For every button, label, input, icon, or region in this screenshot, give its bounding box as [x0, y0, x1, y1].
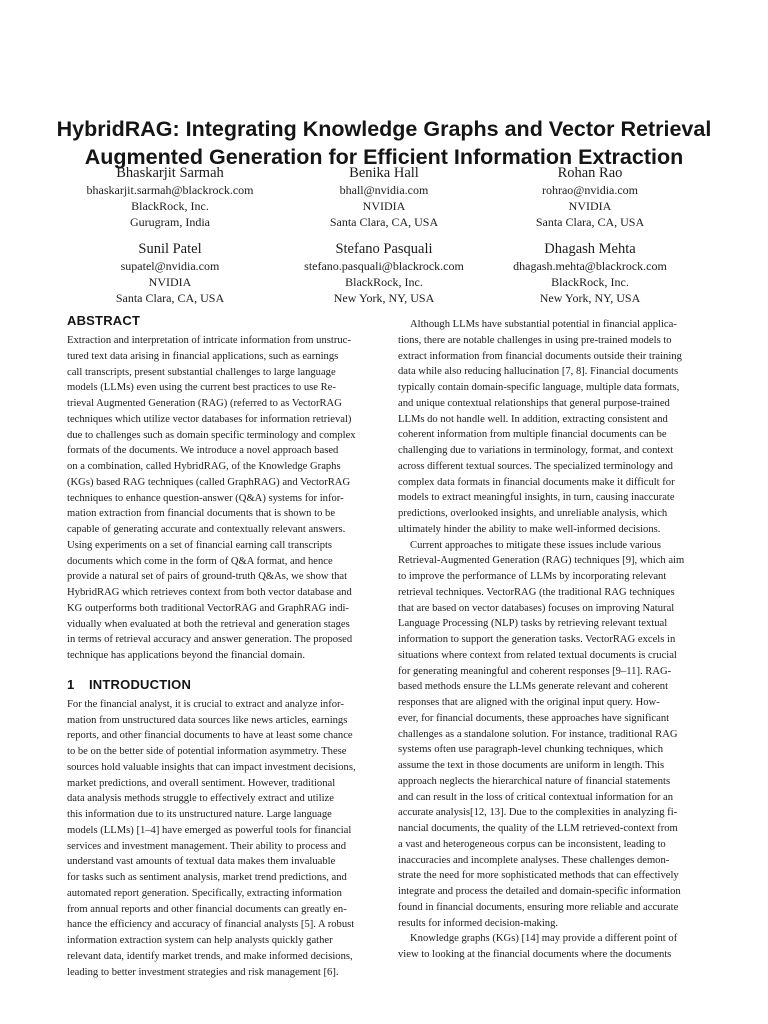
introduction-body	[67, 697, 371, 981]
body-text-line: data analysis methods struggle to effectively extract and utilize	[67, 793, 334, 805]
body-text-line: tions, there are notable challenges in using pre-trained models to	[398, 334, 672, 346]
body-text-line: strate the need for more sophisticated methods that can effectively	[398, 870, 679, 882]
abstract-line: techniques which utilize vector databases for information retrieval)	[67, 413, 352, 425]
abstract-line: capable of generating accurate and contextually relevant answers.	[67, 524, 346, 535]
author-affiliation: NVIDIA	[362, 199, 406, 213]
body-text-line: and unique contextual relationships that general purpose-trained	[398, 397, 670, 409]
body-text-line: market predictions, and overall sentiment. However, traditional	[67, 777, 336, 789]
abstract-line: tured text data arising in financial applications, such as earnings	[67, 350, 339, 362]
author-name: Bhaskarjit Sarmah	[116, 165, 224, 181]
abstract-line: trieval Augmented Generation (RAG) (referred to as VectorRAG	[67, 398, 342, 409]
abstract-line: due to challenges such as domain specific terminology and complex	[67, 429, 356, 441]
author-name: Stefano Pasquali	[335, 241, 433, 257]
author-email: supatel@nvidia.com	[120, 259, 220, 273]
body-text-line: reports, and other financial documents to have at least some chance	[67, 730, 353, 742]
body-text-line: complex data formats in financial documents make it difficult for	[398, 476, 675, 488]
body-text-line: predictions, overlooked insights, and unreliable analysis, which	[398, 508, 668, 519]
body-text-line: hance the efficiency and accuracy of financial analysts [5]. A robust	[67, 919, 355, 931]
body-text-line: retrieval techniques. VectorRAG (the traditional RAG techniques	[398, 586, 675, 598]
author-affiliation: BlackRock, Inc.	[551, 275, 629, 289]
body-text-line: inaccuracies and incomplete analyses. These challenges demon-	[398, 854, 670, 866]
right-column	[398, 312, 702, 963]
author-card	[465, 164, 715, 230]
body-text-line: across different textual sources. The specialized terminology and	[398, 460, 673, 472]
body-text-line: Retrieval-Augmented Generation (RAG) techniques [9], which aim	[398, 555, 685, 567]
body-text-line: to be on the better side of potential information asymmetry. These	[67, 746, 347, 757]
author-location: New York, NY, USA	[333, 291, 435, 305]
author-location: Santa Clara, CA, USA	[329, 215, 439, 229]
abstract-line: Extraction and interpretation of intricate information from unstruc-	[67, 335, 351, 346]
abstract-line: techniques to enhance question-answer (Q&A) systems for infor-	[67, 492, 344, 504]
author-name: Sunil Patel	[138, 241, 202, 257]
section-number: 1	[67, 676, 75, 692]
body-text-line: situations where context from related textual documents is crucial	[398, 649, 677, 661]
author-name: Rohan Rao	[557, 165, 623, 181]
body-text-line: relevant data, identify market trends, and make informed decisions,	[67, 950, 353, 962]
author-name: Benika Hall	[349, 165, 419, 181]
body-text-line: services and investment management. Their ability to process and	[67, 840, 346, 852]
author-location: Gurugram, India	[130, 215, 210, 229]
section-title: INTRODUCTION	[89, 676, 192, 692]
body-text-line: For the financial analyst, it is crucial to extract and analyze infor-	[67, 698, 344, 710]
author-location: Santa Clara, CA, USA	[535, 215, 645, 229]
abstract-line: Using experiments on a set of financial earning call transcripts	[67, 539, 333, 551]
body-text-line: automated report generation. Specifically, extracting information	[67, 887, 342, 899]
abstract-line: formats of the documents. We introduce a novel approach based	[67, 445, 339, 457]
author-email: bhall@nvidia.com	[339, 183, 429, 197]
author-card	[45, 240, 295, 306]
title-line-1: HybridRAG: Integrating Knowledge Graphs and Vector Retrieval	[56, 117, 712, 142]
abstract-line: technique has applications beyond the financial domain.	[67, 650, 305, 661]
body-text-line: and can result in the loss of critical contextual information for an	[398, 791, 674, 803]
body-text-line: integrate and process the detailed and domain-specific information	[398, 886, 681, 897]
body-text-line: approach neglects the hierarchical nature of financial statements	[398, 775, 671, 787]
body-text-line: ever, for financial documents, these approaches have significant	[398, 712, 670, 724]
abstract-heading: ABSTRACT	[67, 313, 141, 328]
body-text-line: challenges as a standalone solution. For instance, traditional RAG	[398, 728, 678, 740]
body-text-line: Knowledge graphs (KGs) [14] may provide a different point of	[410, 933, 678, 945]
author-email: dhagash.mehta@blackrock.com	[513, 259, 667, 273]
body-text-line: Although LLMs have substantial potential in financial applica-	[410, 319, 677, 330]
body-text-line: this information due to its unstructured nature. Large language	[67, 809, 332, 820]
body-text-line: information to support the generation tasks. VectorRAG excels in	[398, 634, 676, 645]
body-text-line: typically contain domain-specific language, multiple data formats,	[398, 382, 680, 393]
body-text-line: mation from unstructured data sources like news articles, earnings	[67, 714, 348, 726]
author-email: bhaskarjit.sarmah@blackrock.com	[86, 183, 254, 197]
body-text-line: nancial documents, the quality of the LLM retrieved-context from	[398, 823, 678, 834]
author-location: New York, NY, USA	[539, 291, 641, 305]
body-text-line: challenging due to variations in terminology, format, and context	[398, 445, 674, 456]
body-text-line: leading to better investment strategies and risk management [6].	[67, 966, 339, 978]
author-affiliation: NVIDIA	[148, 275, 192, 289]
body-text-line: understand vast amounts of textual data makes them invaluable	[67, 856, 336, 868]
body-text-line: from annual reports and other financial documents can greatly en-	[67, 903, 347, 915]
body-text-line: view to looking at the financial documents where the documents	[398, 949, 672, 960]
body-text-line: Current approaches to mitigate these issues include various	[410, 539, 661, 551]
body-text-line: results for informed decision-making.	[398, 917, 559, 929]
author-affiliation: BlackRock, Inc.	[345, 275, 423, 289]
author-affiliation: NVIDIA	[568, 199, 612, 213]
body-text-line: models (LLMs) [1–4] have emerged as powerful tools for financial	[67, 824, 352, 836]
body-text-line: based methods ensure the LLMs generate relevant and coherent	[398, 681, 669, 693]
body-text-line: found in financial documents, ensuring more reliable and accurate	[398, 901, 679, 913]
title-line-2: Augmented Generation for Efficient Information Extraction	[84, 145, 684, 170]
abstract-line: provide a natural set of pairs of ground-truth Q&As, we show that	[67, 571, 348, 583]
abstract-line: documents which come in the form of Q&A format, and hence	[67, 555, 333, 567]
body-text-line: ultimately hinder the ability to make well-informed decisions.	[398, 523, 661, 535]
abstract-line: on a combination, called HybridRAG, of the Knowledge Graphs	[67, 461, 341, 472]
body-text-line: for generating meaningful and coherent responses [9–11]. RAG-	[398, 665, 672, 677]
abstract-line: vidually when evaluated at both the retrieval and generation stages	[67, 618, 350, 630]
abstract-line: HybridRAG which retrieves context from both vector database and	[67, 587, 352, 598]
body-text-line: a vast and heterogeneous corpus can be inconsistent, leading to	[398, 838, 666, 850]
author-location: Santa Clara, CA, USA	[115, 291, 225, 305]
left-column	[67, 312, 371, 980]
body-text-line: models to extract meaningful insights, in turn, causing inaccurate	[398, 492, 675, 504]
author-name: Dhagash Mehta	[544, 241, 636, 257]
right-column-body	[398, 317, 702, 963]
body-text-line: LLMs do not handle well. In addition, extracting consistent and	[398, 413, 668, 425]
body-text-line: sources hold valuable insights that can impact investment decisions,	[67, 761, 356, 773]
author-affiliation: BlackRock, Inc.	[131, 199, 209, 213]
abstract-line: models (LLMs) even using the current best practices to use Re-	[67, 382, 336, 394]
body-text-line: accurate analysis[12, 13]. Due to the complexities in analyzing fi-	[398, 807, 678, 819]
body-text-line: to improve the performance of LLMs by incorporating relevant	[398, 571, 667, 582]
abstract-line: mation extraction from financial documents that is shown to be	[67, 508, 336, 520]
body-text-line: responses that are aligned with the original input query. How-	[398, 697, 660, 708]
body-text-line: Language Processing (NLP) tasks by retrieving relevant textual	[398, 618, 668, 630]
abstract-body	[67, 333, 371, 664]
body-text-line: systems often use paragraph-level chunking techniques, which	[398, 744, 664, 756]
body-text-line: assume the text in those documents are uniform in length. This	[398, 760, 665, 771]
abstract-line: call transcripts, present substantial challenges to large language	[67, 366, 336, 378]
author-email: stefano.pasquali@blackrock.com	[304, 259, 464, 273]
paper-title	[30, 115, 738, 171]
body-text-line: information extraction system can help analysts quickly gather	[67, 935, 333, 946]
author-card	[45, 164, 295, 230]
abstract-line: (KGs) based RAG techniques (called GraphRAG) and VectorRAG	[67, 476, 351, 488]
body-text-line: for tasks such as sentiment analysis, market trend predictions, and	[67, 872, 347, 883]
introduction-heading	[67, 676, 371, 693]
body-text-line: coherent information from multiple financial documents can be	[398, 429, 667, 441]
author-email: rohrao@nvidia.com	[541, 183, 639, 197]
body-text-line: that are based on vector databases) focuses on improving Natural	[398, 602, 675, 614]
body-text-line: extract information from financial documents outside their training	[398, 350, 682, 362]
author-card	[465, 240, 715, 306]
abstract-line: KG outperforms both traditional VectorRAG and GraphRAG indi-	[67, 602, 349, 614]
body-text-line: data while also reducing hallucination [7, 8]. Financial documents	[398, 366, 679, 378]
abstract-line: in terms of retrieval accuracy and answer generation. The proposed	[67, 634, 353, 646]
